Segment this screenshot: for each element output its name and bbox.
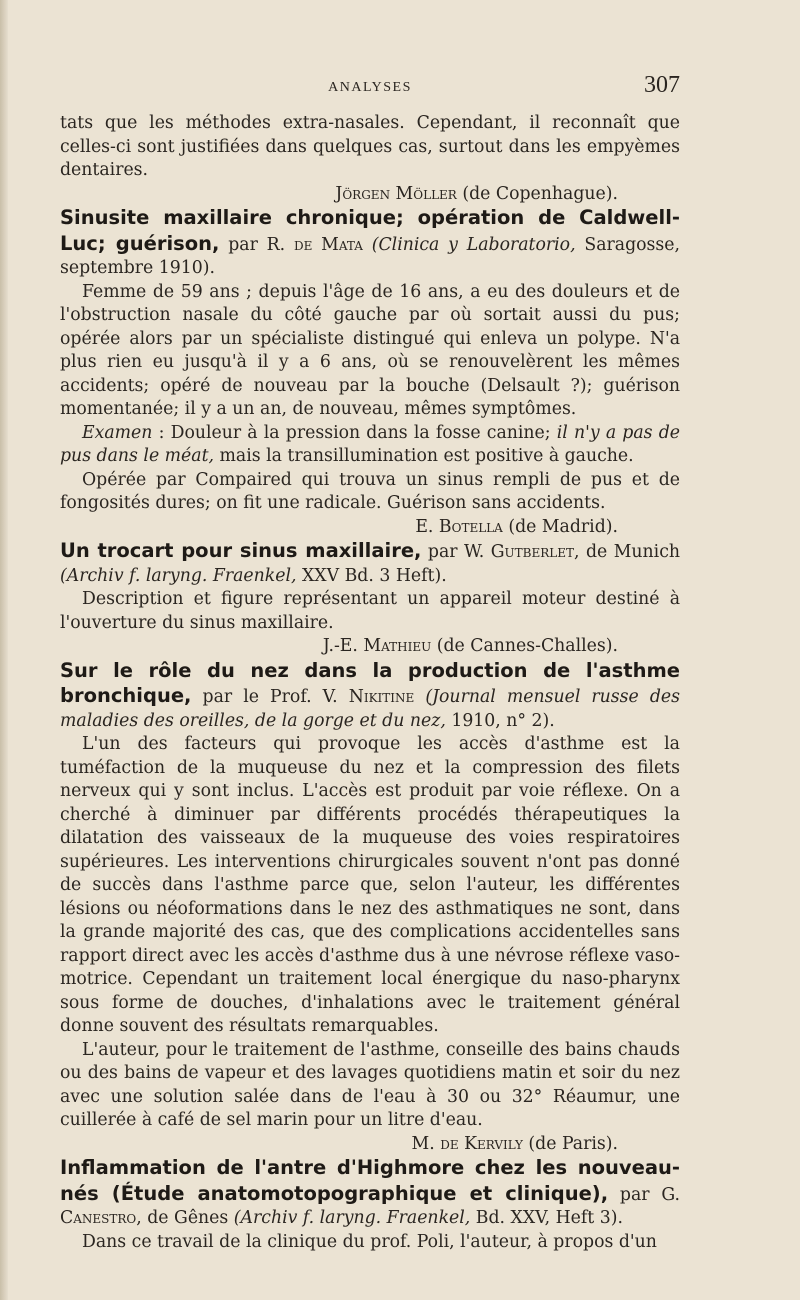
article-title: Sinusite maxillaire chronique; opération de Caldwell-Luc; guérison, (60, 206, 680, 255)
citation-details: Bd. XXV, Heft 3). (470, 1208, 623, 1228)
article-heading (60, 1156, 680, 1231)
byline-text: par G. (608, 1184, 681, 1205)
paragraph-text: mais la transillumination est positive à gauche. (214, 446, 634, 466)
article-title: Un trocart pour sinus maxillaire, (60, 539, 422, 562)
author-name: Canestro (60, 1208, 137, 1228)
signature-name: M. de Kervily (411, 1133, 523, 1154)
signature (60, 1133, 680, 1157)
article-title: Sur le rôle du nez dans la production de l'asthme bronchique, (60, 658, 680, 707)
author-name: de Mata (293, 234, 363, 255)
paragraph: Femme de 59 ans ; depuis l'âge de 16 ans, a eu des douleurs et de l'obstruction nasale du côté gauche par où sortait aussi du pus; opérée alors par un spécialiste distingué qui enleva un polype. N'a plus rien eu jusqu'à il y a 6 ans, où se renouvelèrent les mêmes accidents; opéré de nouveau par la bouche (Delsault ?); guérison momentanée; il y a un an, de nouveau, mêmes symptômes. (60, 281, 680, 419)
source-citation: (Archiv f. laryng. Fraenkel, (233, 1208, 471, 1228)
continued-paragraph: tats que les méthodes extra-nasales. Cependant, il reconnaît que celles-ci sont justifiées dans quelques cas, surtout dans les empyèmes dentaires. (60, 113, 680, 180)
byline-text: , de Munich (574, 542, 680, 562)
page-header (60, 72, 680, 102)
signature (60, 516, 680, 540)
signature-name: E. Botella (415, 516, 503, 537)
byline-text: par R. (219, 234, 294, 255)
byline-text: , de Gênes (136, 1208, 234, 1228)
source-citation: (Archiv f. laryng. Fraenkel, (60, 565, 297, 586)
signature-name: Jörgen Möller (335, 183, 457, 204)
citation-details: 1910, n° 2). (445, 710, 555, 731)
paragraph: L'un des facteurs qui provoque les accès d'asthme est la tuméfaction de la muqueuse du nez et la compression des filets nerveux qui y sont inclus. L'accès est produit par voie réflexe. On a cherché à diminuer par différents procédés thérapeutiques la dilatation des vaisseaux de la muqueuse des voies respiratoires supérieures. Les interventions chirurgicales souvent n'ont pas donné de succès dans l'asthme parce que, selon l'auteur, les différentes lésions ou néoformations dans le nez des asthmatiques ne sont, dans la grande majorité des cas, que des complications accidentelles sans rapport direct avec les accès d'asthme dus à une névrose réflexe vaso-motrice. Cependant un traitement local énergique du naso-pharynx sous forme de douches, d'inhalations avec le traitement général donne souvent des résultats remarquables. (60, 734, 680, 1036)
article-heading (60, 206, 680, 281)
page-number: 307 (644, 72, 680, 98)
article-title: Inflammation de l'antre d'Highmore chez les nouveau-nés (Étude anatomotopographique et clinique), (60, 1156, 680, 1205)
paragraph: Opérée par Compaired qui trouva un sinus rempli de pus et de fongosités dures; on fit une radicale. Guérison sans accidents. (60, 469, 680, 513)
page-edge (0, 0, 8, 1300)
article-heading (60, 539, 680, 588)
signature (60, 183, 680, 207)
exam-label: Examen (82, 422, 153, 443)
running-head: ANALYSES (328, 80, 412, 95)
page-body (60, 112, 680, 1254)
author-name: Nikitine (348, 687, 415, 707)
signature-place: (de Madrid). (508, 516, 618, 537)
article-heading (60, 659, 680, 734)
paragraph (60, 422, 680, 469)
signature (60, 635, 680, 659)
paragraph-text: : Douleur à la pression dans la fosse canine; (152, 422, 557, 443)
paragraph: Dans ce travail de la clinique du prof. Poli, l'auteur, à propos d'un (82, 1231, 657, 1252)
source-citation: (Journal mensuel russe des maladies des oreilles, de la gorge et du nez, (60, 687, 680, 731)
signature-place: (de Cannes-Challes). (436, 636, 618, 656)
signature-name: J.-E. Mathieu (322, 636, 432, 656)
byline-text: par W. (421, 542, 491, 562)
paragraph: L'auteur, pour le traitement de l'asthme, conseille des bains chauds ou des bains de vapeur et des lavages quotidiens matin et soir du nez avec une solution salée dans de l'eau à 30 ou 32° Réaumur, une cuillerée à café de sel marin pour un litre d'eau. (60, 1039, 680, 1130)
paragraph-emphasis: il n'y a pas de pus dans le méat, (60, 422, 681, 466)
citation-details: XXV Bd. 3 Heft). (296, 565, 447, 586)
signature-place: (de Paris). (528, 1133, 618, 1154)
source-citation: (Clinica y Laboratorio, (371, 234, 576, 255)
citation-details: Saragosse, septembre 1910). (60, 234, 681, 278)
author-name: Gutberlet (490, 542, 574, 562)
byline-text: par le Prof. V. (191, 687, 349, 707)
signature-place: (de Copenhague). (462, 183, 618, 204)
paragraph: Description et figure représentant un appareil moteur destiné à l'ouverture du sinus maxillaire. (60, 589, 680, 633)
